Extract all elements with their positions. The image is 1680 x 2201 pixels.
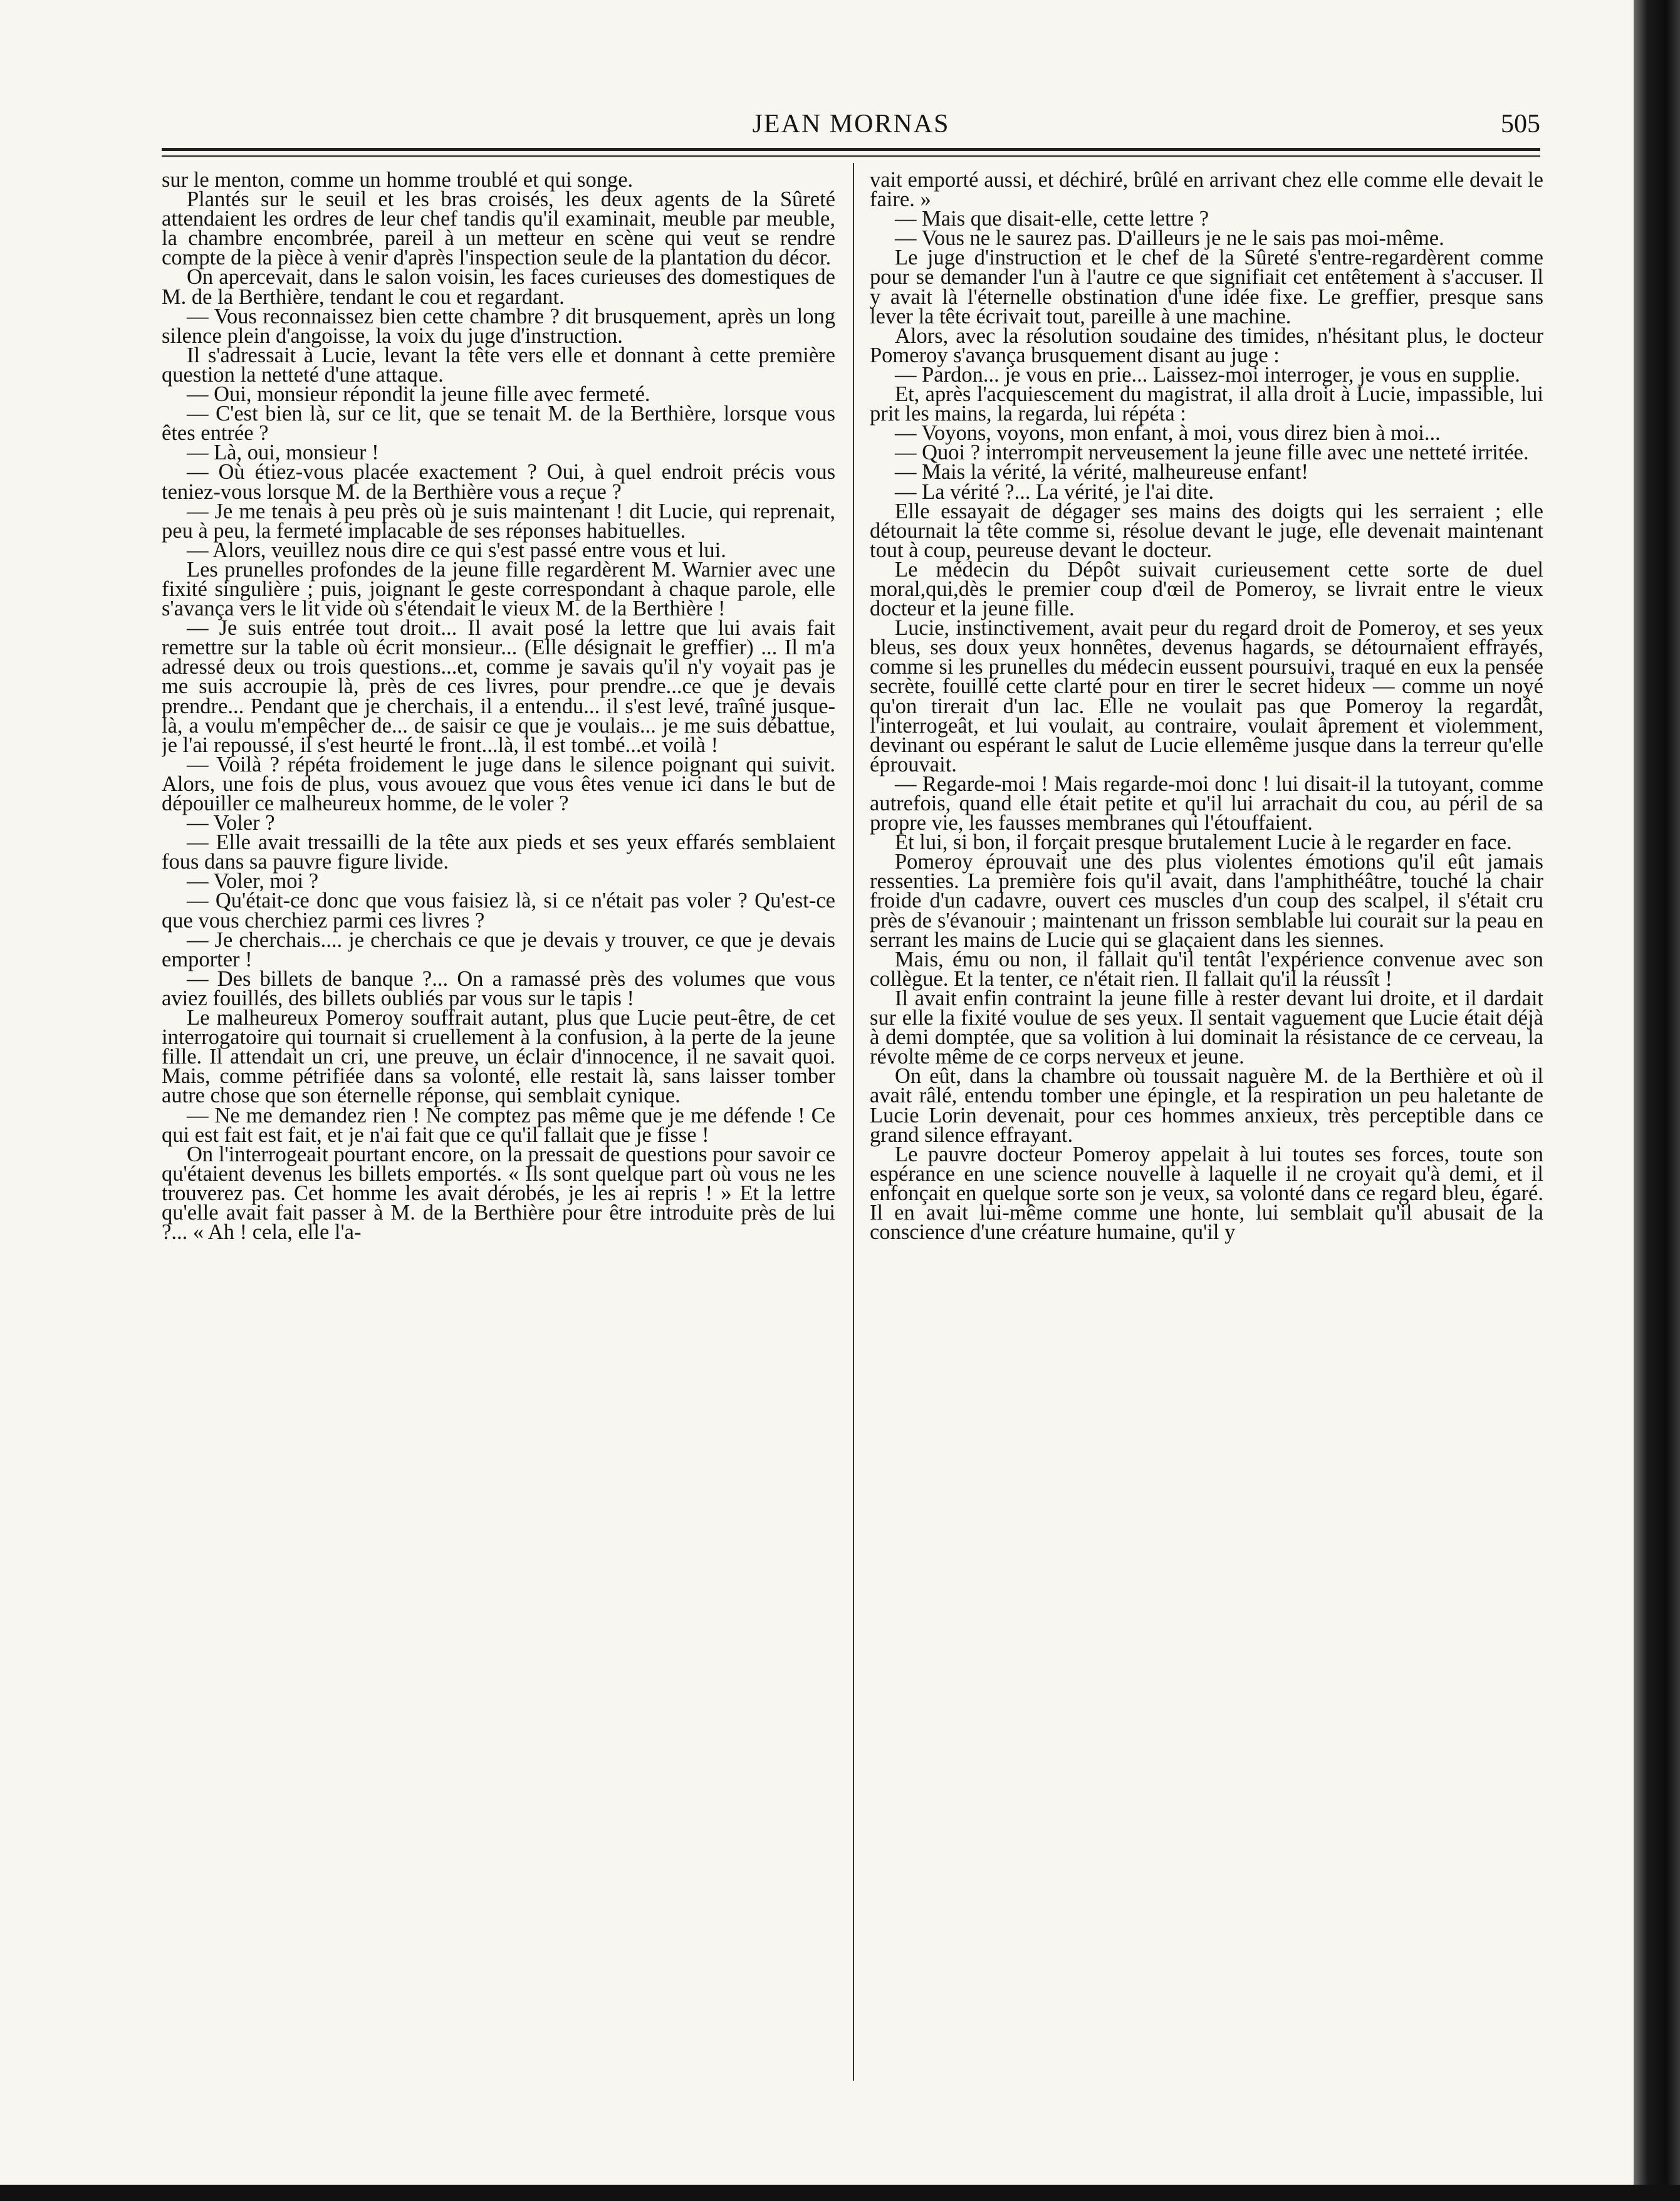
- paragraph: Mais, ému ou non, il fallait qu'il tentât l'expérience convenue avec son collègue. Et la tenter, ce n'était rien. Il fallait qu'il la réussît !: [870, 947, 1543, 991]
- header-rule-thick: [162, 148, 1540, 151]
- paragraph: — Je suis entrée tout droit... Il avait posé la lettre que lui avais fait remettre sur la table où écrit monsieur... (Elle désignait le greffier) ... Il m'a adressé deux ou trois questions...et, comme je savais qu'il n'y voyait pas je me suis accroupie là, près de ces livres, pour prendre...ce que je devais prendre... Pendant que je cherchais, il a entendu... il s'est levé, traîné jusque-là, a voulu m'empêcher de... de saisir ce que je voulais... je me suis débattue, je l'ai repoussé, il s'est heurté le front...là, il est tombé...et voilà !: [162, 616, 835, 757]
- paragraph: vait emporté aussi, et déchiré, brûlé en arrivant chez elle comme elle devait le faire. »: [870, 170, 1543, 212]
- page-number: 505: [1501, 110, 1540, 139]
- paragraph: — Je me tenais à peu près où je suis maintenant ! dit Lucie, qui reprenait, peu à peu, la fermeté implacable de ses réponses habituelles.: [162, 499, 835, 543]
- right-text-column: [870, 170, 1543, 2076]
- paragraph: — Qu'était-ce donc que vous faisiez là, si ce n'était pas voler ? Qu'est-ce que vous cherchiez parmi ces livres ?: [162, 889, 835, 933]
- paragraph: — Voler, moi ?: [187, 869, 319, 894]
- paragraph: — Oui, monsieur répondit la jeune fille avec fermeté.: [187, 382, 650, 407]
- header-rule-thin: [162, 155, 1540, 157]
- paragraph: Lucie, instinctivement, avait peur du regard droit de Pomeroy, et ses yeux bleus, ses doux yeux honnêtes, devenus hagards, se détournaient effrayés, comme si les prunelles du médecin eussent poursuivi, traqué en eux la pensée secrète, fouillé cette clarté pour en tirer le secret hideux — comme un noyé qu'on tirerait d'un lac. Elle ne voulait pas que Pomeroy la regardât, l'interrogeât, et lui voulait, au contraire, voulait âprement et violemment, devinant ou espérant le salut de Lucie ellemême jusque dans la terreur qu'elle éprouvait.: [870, 616, 1543, 776]
- paragraph: — Là, oui, monsieur !: [187, 441, 379, 465]
- paragraph: — Ne me demandez rien ! Ne comptez pas même que je me défende ! Ce qui est fait est fait, et je n'ai fait que ce qu'il fallait que je fisse !: [162, 1103, 835, 1147]
- paragraph: — Voilà ? répéta froidement le juge dans le silence poignant qui suivit. Alors, une fois de plus, vous avouez que vous êtes venue ici dans le but de dépouiller ce malheureux homme, de le voler ?: [162, 752, 835, 815]
- paragraph: — Regarde-moi ! Mais regarde-moi donc ! lui disait-il la tutoyant, comme autrefois, quand elle était petite et qu'il lui arrachait du cou, au péril de sa propre vie, les fausses membranes qui l'étouffaient.: [870, 771, 1543, 835]
- paragraph: — Pardon... je vous en prie... Laissez-moi interroger, je vous en supplie.: [895, 362, 1520, 387]
- scan-bottom-edge: [0, 2185, 1680, 2201]
- running-title: JEAN MORNAS: [752, 110, 950, 139]
- paragraph: Les prunelles profondes de la jeune fille regardèrent M. Warnier avec une fixité singulière ; puis, joignant le geste correspondant à chaque parole, elle s'avança vers le lit vide où s'étendait le vieux M. de la Berthière !: [162, 557, 835, 621]
- left-text-column: [162, 170, 835, 2076]
- paragraph: Plantés sur le seuil et les bras croisés, les deux agents de la Sûreté attendaient les ordres de leur chef tandis qu'il examinait, meuble par meuble, la chambre encombrée, pareil à un metteur en scène qui veut se rendre compte de la pièce à venir d'après l'inspection seule de la plantation du décor.: [162, 187, 835, 270]
- paragraph: — Quoi ? interrompit nerveusement la jeune fille avec une netteté irritée.: [895, 441, 1529, 465]
- paragraph: Le malheureux Pomeroy souffrait autant, plus que Lucie peut-être, de cet interrogatoire qui tournait si cruellement à la confusion, à la perte de la jeune fille. Il attendait un cri, une preuve, un éclair d'innocence, il ne savait quoi. Mais, comme pétrifiée dans sa volonté, elle restait là, sans laisser tomber autre chose que son éternelle réponse, qui semblait cynique.: [162, 1006, 835, 1108]
- paragraph: Le juge d'instruction et le chef de la Sûreté s'entre-regardèrent comme pour se demander l'un à l'autre ce que signifiait cet entêtement à s'accuser. Il y avait là l'éternelle obstination d'une idée fixe. Le greffier, presque sans lever la tête écrivait tout, pareille à une machine.: [870, 246, 1543, 328]
- paragraph: — Vous ne le saurez pas. D'ailleurs je ne le sais pas moi-même.: [895, 226, 1444, 251]
- paragraph: — C'est bien là, sur ce lit, que se tenait M. de la Berthière, lorsque vous êtes entrée ?: [162, 402, 835, 446]
- paragraph: On l'interrogeait pourtant encore, on la pressait de questions pour savoir ce qu'étaient devenus les billets emportés. « Ils sont quelque part où vous ne les trouverez pas. Cet homme les avait dérobés, je les ai repris ! » Et la lettre qu'elle avait fait passer à M. de la Berthière pour être introduite près de lui ?... « Ah ! cela, elle l'a-: [162, 1142, 835, 1245]
- paragraph: — Voyons, voyons, mon enfant, à moi, vous direz bien à moi...: [895, 421, 1441, 446]
- paragraph: Pomeroy éprouvait une des plus violentes émotions qu'il eût jamais ressenties. La première fois qu'il avait, dans l'amphithéâtre, touché la chair froide d'un cadavre, ouvert ces muscles d'un coup des scalpel, il s'était cru près de s'évanouir ; maintenant un frisson semblable lui courait sur la peau en serrant les mains de Lucie qui se glaçaient dans les siennes.: [870, 850, 1543, 952]
- paragraph: Le médecin du Dépôt suivait curieusement cette sorte de duel moral,qui,dès le premier coup d'œil de Pomeroy, se livrait entre le vieux docteur et la jeune fille.: [870, 557, 1543, 621]
- paragraph: — Je cherchais.... je cherchais ce que je devais y trouver, ce que je devais emporter !: [162, 928, 835, 971]
- paragraph: Le pauvre docteur Pomeroy appelait à lui toutes ses forces, toute son espérance en une science nouvelle à laquelle il ne croyait qu'à demi, et il enfonçait en quelque sorte son je veux, sa volonté dans ce regard bleu, égaré. Il en avait lui-même comme une honte, lui semblait qu'il abusait de la conscience d'une créature humaine, qu'il y: [870, 1142, 1543, 1245]
- paragraph: sur le menton, comme un homme troublé et qui songe.: [162, 170, 634, 192]
- paragraph: — La vérité ?... La vérité, je l'ai dite.: [895, 479, 1214, 504]
- paragraph: — Des billets de banque ?... On a ramassé près des volumes que vous aviez fouillés, des billets oubliés par vous sur le tapis !: [162, 966, 835, 1010]
- paragraph: — Elle avait tressailli de la tête aux pieds et ses yeux effarés semblaient fous dans sa pauvre figure livide.: [162, 830, 835, 874]
- paragraph: — Mais que disait-elle, cette lettre ?: [895, 207, 1209, 231]
- running-header: [162, 100, 1540, 144]
- paragraph: — Alors, veuillez nous dire ce qui s'est passé entre vous et lui.: [187, 538, 726, 562]
- paragraph: Et lui, si bon, il forçait presque brutalement Lucie à le regarder en face.: [895, 830, 1512, 855]
- paragraph: Et, après l'acquiescement du magistrat, il alla droit à Lucie, impassible, lui prit les mains, la regarda, lui répéta :: [870, 382, 1543, 426]
- paragraph: Il s'adressait à Lucie, levant la tête vers elle et donnant à cette première question la netteté d'une attaque.: [162, 343, 835, 387]
- paragraph: — Voler ?: [187, 811, 275, 835]
- paragraph: Il avait enfin contraint la jeune fille à rester devant lui droite, et il dardait sur elle la fixité voulue de ses yeux. Il sentait vaguement que Lucie était déjà à demi domptée, que sa volition à lui dominait la résistance de ce cerveau, la révolte même de ce corps nerveux et jeune.: [870, 986, 1543, 1069]
- book-binding-edge: [1634, 0, 1680, 2201]
- paragraph: — Mais la vérité, la vérité, malheureuse enfant!: [895, 460, 1309, 484]
- column-divider: [853, 163, 854, 2081]
- paragraph: Alors, avec la résolution soudaine des timides, n'hésitant plus, le docteur Pomeroy s'avança brusquement disant au juge :: [870, 323, 1543, 367]
- paragraph: On eût, dans la chambre où toussait naguère M. de la Berthière et où il avait râlé, entendu tomber une épingle, et la respiration un peu haletante de Lucie Lorin devenait, pour ces hommes anxieux, très perceptible dans ce grand silence effrayant.: [870, 1064, 1543, 1147]
- paragraph: — Vous reconnaissez bien cette chambre ? dit brusquement, après un long silence plein d'angoisse, la voix du juge d'instruction.: [162, 304, 835, 348]
- paragraph: Elle essayait de dégager ses mains des doigts qui les serraient ; elle détournait la tête comme si, résolue devant le juge, elle devenait maintenant tout à coup, peureuse devant le docteur.: [870, 499, 1543, 562]
- paragraph: — Où étiez-vous placée exactement ? Oui, à quel endroit précis vous teniez-vous lorsque M. de la Berthière vous a reçue ?: [162, 460, 835, 504]
- paragraph: On apercevait, dans le salon voisin, les faces curieuses des domestiques de M. de la Berthière, tendant le cou et regardant.: [162, 265, 835, 309]
